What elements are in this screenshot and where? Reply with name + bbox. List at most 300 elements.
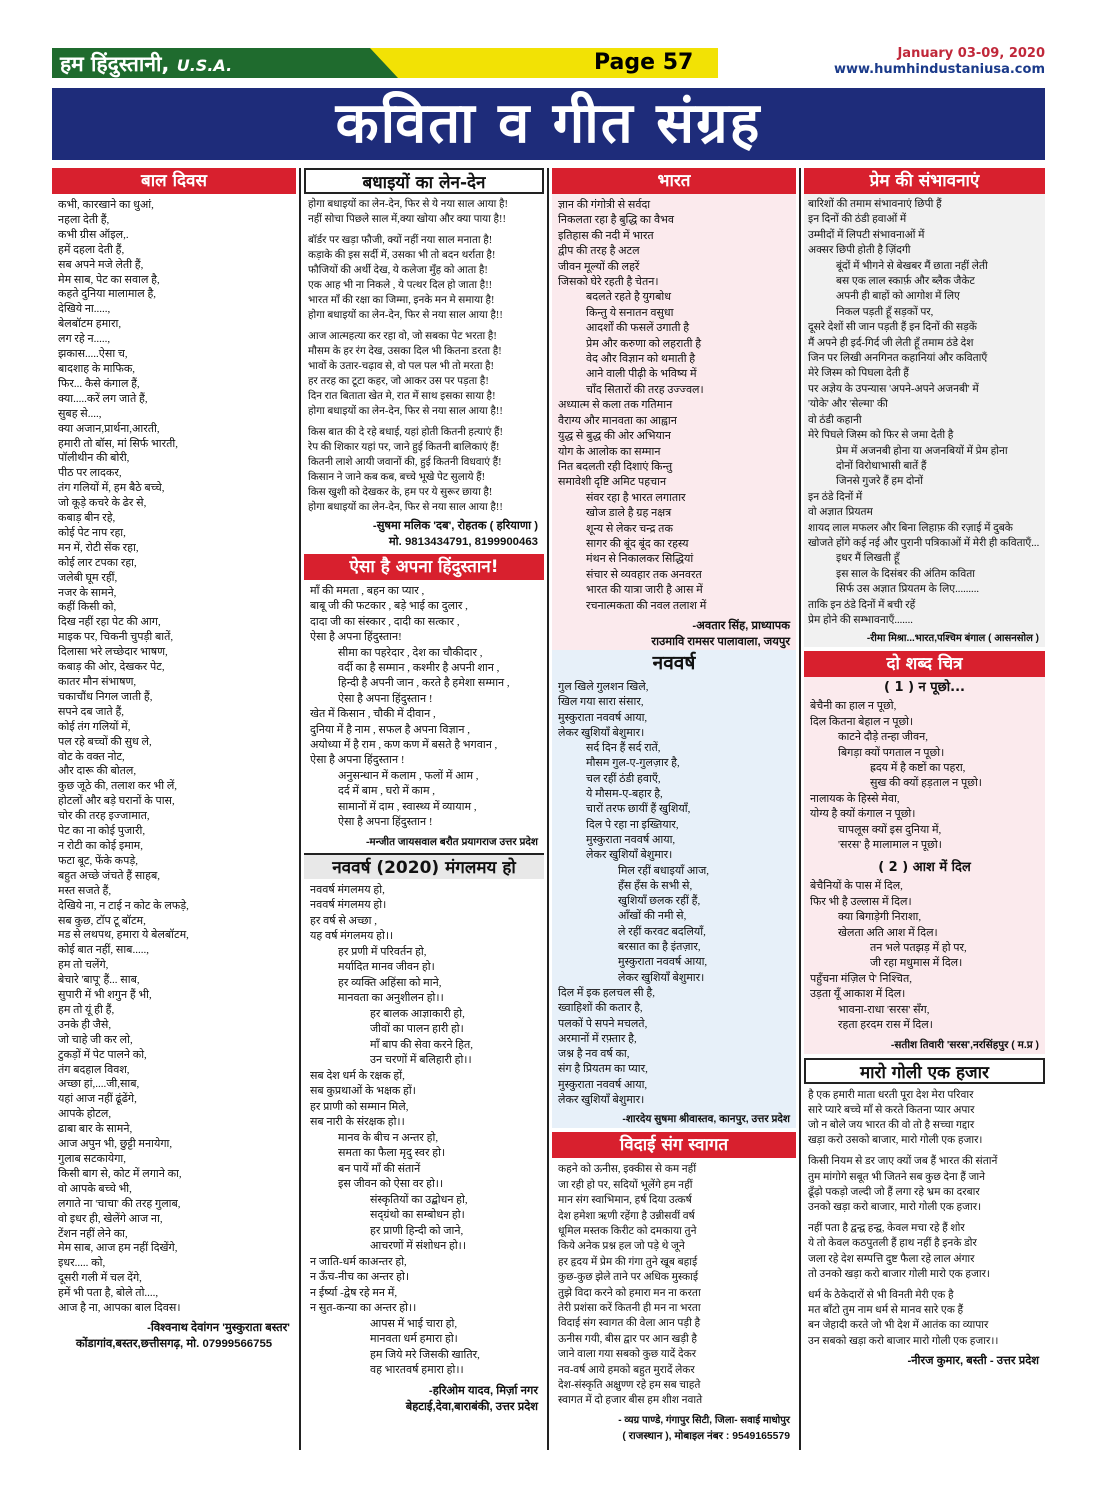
poem-line: मिल रहीं बधाइयाँ आज, bbox=[618, 864, 710, 877]
poem-line: हम तो चलेंगे, bbox=[58, 959, 109, 972]
publication-name bbox=[52, 48, 370, 78]
poem-line: होगा बधाइयों का लेन-देन, फिर से नया साल आया है!! bbox=[308, 502, 503, 513]
poem-line: बन जेहादी करते जो भी देश में आतंक का व्यापार bbox=[808, 1320, 989, 1332]
poem-line: दोनों विरोधाभासी बातें हैं bbox=[836, 460, 927, 472]
poem-block bbox=[804, 194, 1045, 647]
poem-heading: मारो गोली एक हजार bbox=[804, 1058, 1045, 1084]
poem-line: खेत में किसान , चौकी में दीवान , bbox=[310, 708, 436, 721]
poem-line: अयोध्या में है राम , कण कण में बसते है भगवान , bbox=[310, 739, 498, 752]
poem-line: तेरी प्रशंसा करें कितनी ही मन ना भरता bbox=[558, 1302, 701, 1314]
page-tab-slant bbox=[370, 48, 398, 78]
poem-line: इधर मैं लिखती हूँ bbox=[836, 553, 900, 565]
poem-line: इस जीवन को ऐसा वर हो।। bbox=[338, 1178, 444, 1190]
column-rule bbox=[799, 168, 801, 1450]
poem-credit: -अवतार सिंह, प्राध्यापक bbox=[692, 619, 790, 632]
column-rule bbox=[547, 168, 549, 1450]
poem-heading: ऐसा है अपना हिंदुस्तान! bbox=[304, 554, 544, 580]
poem-line: पहुँचना मंज़िल पे' निश्चित, bbox=[810, 972, 913, 985]
poem-line: मंथन से निकालकर सिद्धियां bbox=[586, 553, 694, 566]
poem-line: इन दिनों की ठंडी हवाओं में bbox=[808, 214, 907, 226]
poem-line: मेरे जिस्म को पिघला देती हैं bbox=[808, 368, 909, 380]
poem-line: मड से लथपथ, हमारा ये बेलबॉटम, bbox=[58, 929, 189, 942]
poem-line: आपके होटल, bbox=[58, 1108, 112, 1121]
poem-line: विदाई संग स्वागत की वेला आन पड़ी है bbox=[558, 1318, 701, 1330]
column-rule bbox=[299, 168, 301, 1450]
poem-line: अध्यात्म से कला तक गतिमान bbox=[558, 399, 673, 412]
poem-line: आचरणों में संशोधन हो।। bbox=[370, 1240, 467, 1252]
poem-line: ऐसा है अपना हिंदुस्तान ! bbox=[338, 692, 433, 705]
poem-line: मेम साब, आज हम नहीं दिखेंगे, bbox=[58, 1242, 178, 1255]
poem-line: माइक पर, चिकनी चुपड़ी बातें, bbox=[58, 631, 174, 644]
poem-line: जो न बोले जय भारत की वो तो है सच्चा गद्दार bbox=[808, 1119, 975, 1131]
section-banner bbox=[52, 88, 1045, 160]
poem-line: पीठ पर लादकर, bbox=[58, 467, 122, 480]
poem-line: समावेशी दृष्टि अमिट पहचान bbox=[558, 476, 667, 489]
poem-line: अक्सर छिपी होती है ज़िंदगी bbox=[808, 245, 911, 257]
poem-line: प्रेम और करुणा को लहराती है bbox=[586, 337, 702, 350]
poem-line: वर्दी का है सम्मान , कश्मीर है अपनी शान , bbox=[338, 662, 500, 675]
poem-line: बन पायें माँ की संतानें bbox=[338, 1162, 421, 1175]
poem-line: बाबू जी की फटकार , बड़े भाई का दुलार , bbox=[310, 600, 468, 613]
poem-line: होगा बधाइयों का लेन-देन, फिर से नया साल आया है!! bbox=[308, 406, 503, 417]
poem-line: चापलूस क्यों इस दुनिया में, bbox=[838, 823, 942, 836]
poem-line: बेचारे 'बापू' हैं... साब, bbox=[58, 974, 140, 987]
poem-line: सीमा का पहरेदार , देश का चौकीदार , bbox=[338, 646, 483, 659]
poem-line: दिलासा भरे लच्छेदार भाषण, bbox=[58, 646, 168, 659]
poem-line: कोई तंग गलियों में, bbox=[58, 720, 131, 733]
poem-line: होगा बधाइयों का लेन-देन, फिर से नया साल आया है!! bbox=[308, 310, 503, 321]
poem-line: प्रेम में अजनबी होना या अजनबियों में प्रेम होना bbox=[836, 445, 1008, 457]
poem-line: बिगड़ा क्यों पगताल न पूछो। bbox=[838, 746, 945, 759]
poem-line: तन भले पतझड़ में हो पर, bbox=[870, 942, 967, 955]
poem-line: जाने वाला गया सबको कुछ यादें देकर bbox=[558, 1349, 697, 1361]
poem-line: बूंदों में भीगने से बेखबर मैं छाता नहीं लेती bbox=[836, 260, 988, 272]
poem-line: झकास.....ऐसा च, bbox=[58, 348, 128, 361]
poem-line: योग के आलोक का सम्मान bbox=[558, 445, 661, 458]
poem-line: लगाते ना 'चाचा' की तरह गुलाब, bbox=[58, 1197, 181, 1210]
poem-line: सर्द दिन हैं सर्द रातें, bbox=[586, 742, 661, 755]
poem-line: सुबह से...., bbox=[58, 407, 102, 420]
poem-credit-address: बेहटाई,देवा,बाराबंकी, उत्तर प्रदेश bbox=[405, 1400, 538, 1413]
poem-line: दिल कितना बेहाल न पूछो। bbox=[810, 715, 914, 728]
poem-line: कहने को ऊनीस, इक्कीस से कम नहीं bbox=[558, 1164, 697, 1176]
poem-line: आने वाली पीढ़ी के भविष्य में bbox=[586, 368, 697, 381]
poem-subheading: ( 1 ) न पूछो... bbox=[884, 680, 965, 696]
poem-block bbox=[804, 677, 1045, 1053]
poem-line: जिन पर लिखी अनगिनत कहानियां और कविताएँ bbox=[808, 353, 988, 365]
poem-line: चारों तरफ छायीं हैं खुशियाँ, bbox=[586, 803, 691, 816]
poem-line: आपस में भाई चारा हो, bbox=[370, 1317, 458, 1330]
poem-line: किन्तु ये सनातन वसुधा bbox=[586, 306, 674, 319]
poem-line: संचार से व्यवहार तक अनवरत bbox=[586, 568, 702, 581]
poem-line: मेम साब, पेट का सवाल है, bbox=[58, 273, 160, 286]
poem-body bbox=[552, 194, 796, 618]
poem-line: आँखों की नमी से, bbox=[618, 910, 687, 923]
poem-line: समता का फैला मृदु स्वर हो। bbox=[338, 1147, 446, 1159]
poem-line: है एक हमारी माता धरती पूरा देश मेरा परिवार bbox=[808, 1089, 974, 1101]
website-link[interactable]: www.humhindustaniusa.com bbox=[833, 62, 1045, 77]
poem-line: हम तो यूं ही हैं, bbox=[58, 1003, 115, 1016]
poem-line: 'सरस' है मालामाल न पूछो। bbox=[838, 839, 942, 852]
poem-line: कुछ जूठे की, तलाश कर भी लें, bbox=[58, 780, 178, 793]
poem-line: खोजते होंगे कई नई और पुरानी पत्रिकाओं में मेरी ही कविताएँ... bbox=[808, 537, 1040, 549]
poem-line: ढाबा बार के सामने, bbox=[58, 1123, 133, 1136]
poem-line: ख्वाहिशों की कतार है, bbox=[558, 1002, 643, 1015]
issue-date: January 03-09, 2020 bbox=[897, 46, 1045, 61]
poem-line: उम्मीदों में लिपटी संभावनाओं में bbox=[808, 229, 925, 241]
poem-line: हर वर्ष से अच्छा , bbox=[310, 914, 378, 927]
poem-line: क्या बिगाड़ेगी निराशा, bbox=[838, 911, 922, 924]
poem-line: उनको खड़ा करो बाजार, मारो गोली एक हजार। bbox=[808, 1201, 982, 1213]
poem-line: वो ठंडी कहानी bbox=[808, 414, 862, 426]
poem-line: कहते दुनिया मालामाल है, bbox=[58, 288, 157, 301]
poem-credit: -विश्वनाथ देवांगन 'मुस्कुराता बस्तर' bbox=[147, 1321, 290, 1334]
poem-line: एक आह भी ना निकले , ये पत्थर दिल हो जाता है!! bbox=[308, 280, 493, 291]
poem-line: दादा जी का संस्कार , दादी का सत्कार , bbox=[310, 615, 460, 628]
poem-line: दिल पे रहा ना इख्तियार, bbox=[586, 818, 679, 831]
poem-line: भारत की यात्रा जारी है आस में bbox=[586, 584, 703, 597]
poem-line: पर अज्ञेय के उपन्यास 'अपने-अपने अजनबी' में bbox=[808, 383, 979, 395]
poem-line: ऐसा है अपना हिंदुस्तान! bbox=[310, 631, 402, 644]
poem-line: बारिशों की तमाम संभावनाएं छिपी हैं bbox=[808, 199, 942, 210]
poem-line: फिर... कैसे कंगाल हैं, bbox=[58, 377, 140, 390]
poem-line: लेकर खुशियाँ बेशुमार। bbox=[586, 849, 673, 862]
poem-line: चल रहीं ठंडी हवाएँ, bbox=[586, 772, 661, 785]
poem-line: देखिये ना....., bbox=[58, 303, 111, 316]
poem-line: वह भारतवर्ष हमारा हो।। bbox=[370, 1364, 464, 1376]
poem-line: सागर की बूंद बूंद का रहस्य bbox=[586, 537, 689, 550]
poem-line: जिसको घेरे रहती है चेतन। bbox=[558, 276, 659, 289]
poem-body bbox=[804, 699, 1045, 857]
poem-line: क्या अजान,प्रार्थना,आरती, bbox=[58, 422, 160, 435]
poem-block bbox=[552, 650, 796, 1128]
poem-line: संग है प्रियतम का प्यार, bbox=[558, 1063, 648, 1076]
poem-heading: नववर्ष bbox=[652, 651, 696, 674]
poem-line: सपने दब जाते हैं, bbox=[58, 705, 125, 718]
poem-line: सब नारी के संरक्षक हो।। bbox=[310, 1116, 405, 1128]
poem-credit-contact: ( राजस्थान ), मोबाइल नंबर : 9549165579 bbox=[622, 1430, 790, 1442]
poem-line: वैराग्य और मानवता का आह्वान bbox=[558, 414, 677, 427]
poem-line: खुशियाँ छलक रहीं हैं, bbox=[618, 895, 701, 908]
issue-info bbox=[834, 46, 1045, 78]
poem-line: अरमानों में रफ़्तार है, bbox=[558, 1032, 637, 1045]
poem-body bbox=[804, 1084, 1045, 1353]
poem-line: मानवता का अनुशीलन हो।। bbox=[338, 992, 444, 1004]
poem-line: कभी, कारखाने का धुआं, bbox=[58, 199, 154, 211]
poem-line: दिख नहीं रहा पेट की आग, bbox=[58, 616, 161, 629]
poem-line: कातर मौन संभाषण, bbox=[58, 676, 137, 688]
poem-line: मैं अपने ही इर्द-गिर्द जी लेती हूँ तमाम ठंडे देश bbox=[808, 337, 974, 349]
poem-line: फटा बूट, फेंके कपड़े, bbox=[58, 854, 138, 867]
poem-line: कोई बात नहीं, साब....., bbox=[58, 944, 149, 957]
poem-credit: -हरिओम यादव, मिर्ज़ा नगर bbox=[428, 1384, 538, 1397]
poem-line: धर्म के ठेकेदारों से भी विनती मेरी एक है bbox=[808, 1289, 954, 1301]
poem-line: दूसरी गली में चल देंगे, bbox=[58, 1272, 142, 1285]
poem-line: किसान ने जाने कब कब, बच्चे भूखे पेट सुलाये हैं! bbox=[308, 472, 486, 483]
poem-line: मानवता धर्म हमारा हो। bbox=[370, 1333, 458, 1345]
poem-line: इधर..... को, bbox=[58, 1257, 106, 1270]
poem-line: नववर्ष मंगलमय हो। bbox=[310, 899, 387, 911]
poem-body bbox=[552, 676, 796, 1112]
poem-line: कबाड़ बीन रहे, bbox=[58, 512, 116, 525]
poem-line: तो उनको खड़ा करो बाजार गोली मारो एक हजार। bbox=[808, 1268, 990, 1280]
poem-line: निकल पड़ती हूँ सड़कों पर, bbox=[836, 306, 934, 318]
poem-line: जीवों का पालन हारी हो। bbox=[370, 1023, 464, 1035]
poem-line: किसी नियम से डर जाए क्यों जब हैं भारत की संतानें bbox=[808, 1156, 998, 1168]
poem-heading: प्रेम की संभावनाएं bbox=[804, 168, 1045, 194]
section-title: कविता व गीत संग्रह bbox=[335, 91, 762, 156]
poem-line: चकाचौंध निगल जाती हैं, bbox=[58, 690, 153, 703]
poem-body bbox=[552, 1158, 796, 1413]
poem-line: पल रहे बच्चों की सुध ले, bbox=[58, 735, 152, 748]
poem-line: जिनसे गुजरे हैं हम दोनों bbox=[836, 476, 923, 488]
poem-line: तुम मांगोगे सबूत भी जितने सब कुछ देना हैं जाने bbox=[808, 1171, 986, 1183]
poem-line: लेकर खुशियाँ बेशुमार। bbox=[618, 971, 705, 984]
poem-line: कोई पेट नाप रहा, bbox=[58, 526, 126, 539]
poem-line: ऐसा है अपना हिंदुस्तान ! bbox=[310, 754, 405, 767]
poem-line: यहां आज नहीं ढूंढेंगे, bbox=[58, 1093, 137, 1106]
poem-line: द्वीप की तरह है अटल bbox=[558, 245, 640, 258]
poem-line: न सुत-कन्या का अन्तर हो।। bbox=[310, 1302, 417, 1314]
poem-line: हर तरह का टूटा कहर, जो आकर उस पर पड़ता है! bbox=[308, 376, 489, 387]
poem-line: हँस हँस के सभी से, bbox=[618, 879, 693, 892]
poem-line: बेचैनियों के पास में दिल, bbox=[810, 880, 903, 893]
poem-line: तंग बदहाल विवश, bbox=[58, 1063, 130, 1076]
poem-line: मत बाँटो तुम नाम धर्म से मानव सारे एक हैं bbox=[808, 1305, 964, 1317]
poem-line: हम जिये मरे जिसकी खातिर, bbox=[370, 1348, 480, 1361]
poem-line: कोई लार टपका रहा, bbox=[58, 556, 137, 569]
poem-line: आज है ना, आपका बाल दिवस। bbox=[58, 1302, 181, 1315]
poem-heading: बधाइयों का लेन-देन bbox=[304, 168, 544, 194]
poem-line: इस साल के दिसंबर की अंतिम कविता bbox=[836, 568, 976, 580]
poem-line: प्रेम होने की सम्भावनाएँ....... bbox=[808, 614, 913, 626]
poem-line: होटलों और बड़े घरानों के पास, bbox=[58, 795, 175, 808]
poem-line: उन सबको खड़ा करो बाजार मारो गोली एक हजार।। bbox=[808, 1335, 999, 1347]
poem-line: ये तो केवल कठपुतली हैं हाथ नहीं है इनके डोर bbox=[808, 1238, 977, 1250]
poem-line: हर व्यक्ति अहिंसा को माने, bbox=[338, 976, 442, 989]
poem-credit: -सतीश तिवारी 'सरस',नरसिंहपुर ( म.प्र ) bbox=[890, 1039, 1039, 1051]
poem-line: गुलाब सटकायेगा, bbox=[58, 1153, 126, 1165]
poem-line: निकलता रहा है बुद्धि का वैभव bbox=[558, 214, 674, 227]
poem-line: कभी ग्रीस ऑइल,. bbox=[58, 228, 129, 241]
poem-line: उनके ही जैसे, bbox=[58, 1018, 112, 1031]
poem-line: ढूँढ़ो पकड़ो जल्दी जो हैं लगा रहे भ्रम का दरबार bbox=[808, 1186, 980, 1198]
poem-body bbox=[304, 194, 544, 518]
poem-line: बदलते रहते है युगबोध bbox=[586, 291, 672, 304]
poem-line: वो अज्ञात प्रियतम bbox=[808, 507, 873, 519]
poem-line: 'योके' और 'सेल्मा' की bbox=[808, 399, 888, 411]
poem-line: मुस्कुराता नववर्ष आया, bbox=[618, 956, 708, 969]
column-2 bbox=[304, 168, 544, 1450]
poem-line: टेंशन नहीं लेने का, bbox=[58, 1227, 128, 1240]
poem-line: कुछ-कुछ झेले ताने पर अधिक मुस्काई bbox=[558, 1272, 699, 1284]
poem-line: संस्कृतियों का उद्बोधन हो, bbox=[370, 1193, 468, 1206]
poem-line: मर्यादित मानव जीवन हो। bbox=[338, 961, 435, 973]
poem-line: किस खुशी को देखकर के, हम पर ये सुरूर छाया है! bbox=[308, 487, 493, 498]
poem-line: हर प्राणी हिन्दी को जाने, bbox=[370, 1224, 464, 1237]
poem-line: किसी बाग से, कोट में लगाने का, bbox=[58, 1167, 182, 1180]
poem-line: योग्य है क्यों कंगाल न पूछो। bbox=[810, 808, 916, 821]
poem-line: किस बात की दे रहे बधाई, यहां होती कितनी हत्याएं हैं! bbox=[308, 427, 503, 438]
poem-line: इन ठंडे दिनों में bbox=[808, 491, 863, 503]
poem-line: दुनिया में है नाम , सफल है अपना विज्ञान , bbox=[310, 723, 471, 736]
poem-line: हर प्रणी में परिवर्तन हो, bbox=[338, 945, 427, 958]
poem-line: सिर्फ उस अज्ञात प्रियतम के लिए......... bbox=[836, 584, 979, 596]
poem-line: बादशाह के माफिक, bbox=[58, 362, 136, 375]
poem-line: जश्न है नव वर्ष का, bbox=[558, 1048, 630, 1061]
poem-line: भारत माँ की रक्षा का जिम्मा, इनके मन मे समाया है! bbox=[308, 295, 495, 306]
poem-line: दर्द में बाम , घरो में काम , bbox=[338, 785, 436, 798]
poem-line: युद्ध से बुद्ध की ओर अभियान bbox=[558, 430, 671, 443]
poem-line: मुस्कुराता नववर्ष आया, bbox=[586, 833, 676, 846]
poem-line: इतिहास की नदी में भारत bbox=[558, 229, 654, 242]
poem-line: देश हमेशा ऋणी रहेंगा है उन्नीसवीं वर्ष bbox=[558, 1210, 695, 1222]
poem-credit: - व्यग्र पाण्डे, गंगापुर सिटी, जिला- सवाई माधोपुर bbox=[618, 1414, 790, 1426]
poem-line: वो इधर ही, खेलेंगे आज ना, bbox=[58, 1212, 163, 1225]
poem-line: देश-संस्कृति अक्षुण्ण रहे हम सब चाहते bbox=[558, 1379, 701, 1391]
poem-line: देखिये ना, न टाई न कोट के लफड़े, bbox=[58, 899, 189, 912]
poem-line: हमें भी पता है, बोले तो...., bbox=[58, 1287, 159, 1300]
poem-line: कितनी लाशे आयी जवानों की, हुई कितनी विधवाएं हैं! bbox=[308, 457, 502, 468]
poem-line: नहीं पता है द्वन्द्व हन्द्व, केवल मचा रहे हैं शोर bbox=[808, 1223, 965, 1235]
poem-line: ह्रदय में है कष्टों का पहरा, bbox=[870, 762, 966, 774]
page-number: Page 57 bbox=[398, 48, 718, 78]
poem-line: हर हृदय में प्रेम की गंगा तुने खूब बहाई bbox=[558, 1256, 698, 1268]
poem-line: बेलबॉटम हमारा, bbox=[58, 318, 122, 331]
poem-line: माँ की ममता , बहन का प्यार , bbox=[310, 585, 425, 597]
poem-credit: -रीमा मिश्रा...भारत,पश्चिम बंगाल ( आसनसोल ) bbox=[866, 633, 1039, 645]
poem-line: लग रहे न....., bbox=[58, 333, 111, 346]
poem-heading: दो शब्द चित्र bbox=[804, 651, 1045, 677]
poem-line: मौसम गुल-ए-गुलज़ार है, bbox=[586, 757, 680, 770]
poem-line: तंग गलियों में, हम बैठे बच्चे, bbox=[58, 482, 165, 495]
poem-line: वोट के वक्त नोट, bbox=[58, 750, 125, 763]
poem-credit-address: कोंडागांव,बस्तर,छत्तीसगढ़, मो. 07999566755 bbox=[75, 1337, 273, 1350]
poem-line: हर बालक आज्ञाकारी हो, bbox=[370, 1007, 465, 1020]
poem-line: गुल खिले गुलशन खिले, bbox=[558, 680, 649, 693]
poem-line: मस्त सजते हैं, bbox=[58, 884, 112, 897]
poem-line: अनुसन्धान में कलाम , फलों में आम , bbox=[338, 769, 479, 782]
poem-line: हिन्दी है अपनी जान , करते है हमेशा सम्मान , bbox=[338, 677, 510, 690]
poem-line: खोज डाले है ग्रह नक्षत्र bbox=[586, 507, 672, 520]
poem-subheading: ( 2 ) आश में दिल bbox=[878, 860, 971, 876]
poem-credit: -शारदेय सुषमा श्रीवास्तव, कानपुर, उत्तर प्रदेश bbox=[622, 1114, 790, 1126]
poem-line: खेलता अति आश में दिल। bbox=[838, 926, 938, 939]
poem-line: सब अपने मजे लेती हैं, bbox=[58, 258, 144, 271]
poem-line: ये मौसम-ए-बहार है, bbox=[586, 788, 663, 801]
poem-line: बस एक लाल स्कार्फ़ और ब्लैक जैकेट bbox=[836, 276, 975, 288]
poem-line: जीवन मूल्यों की लहरें bbox=[558, 260, 640, 273]
poem-line: जी रहा मधुमास में दिल। bbox=[870, 957, 963, 970]
poem-line: पेट का ना कोई पुजारी, bbox=[58, 825, 146, 838]
poem-line: जो चाहे जी कर लो, bbox=[58, 1033, 133, 1046]
poem-heading: नववर्ष (2020) मंगलमय हो bbox=[304, 853, 544, 879]
poem-line: ज्ञान की गंगोत्री से सर्वदा bbox=[558, 199, 651, 211]
column-bal-diwas bbox=[52, 168, 296, 1450]
poem-line: लेकर खुशियाँ बेशुमार। bbox=[558, 1093, 645, 1106]
poem-line: बेचैनी का हाल न पूछो, bbox=[810, 700, 897, 713]
poem-block bbox=[552, 194, 796, 650]
poem-line: ऊनीस गयी, बीस द्वार पर आन खड़ी है bbox=[558, 1333, 698, 1345]
poem-line: बरसात का है इंतज़ार, bbox=[618, 941, 701, 954]
poem-line: बहुत अच्छे जंचते हैं साहब, bbox=[58, 869, 160, 882]
poem-line: टुकड़ों में पेट पालने को, bbox=[58, 1048, 147, 1061]
poem-line: रेप की शिकार यहां पर, जाने हुई कितनी बालिकाएं हैं! bbox=[308, 442, 500, 453]
poem-line: नववर्ष मंगलमय हो, bbox=[310, 883, 385, 896]
poem-line: नहला देती हैं, bbox=[58, 213, 110, 226]
poem-line: अपनी ही बाहों को आगोश में लिए bbox=[836, 291, 960, 303]
poem-credit: -सुषमा मलिक 'दब', रोहतक ( हरियाणा ) bbox=[372, 520, 538, 532]
poem-line: सब कुप्रथाओं के भक्षक हों। bbox=[310, 1085, 416, 1097]
poem-line: सामानों में दाम , स्वास्थ्य में व्यायाम , bbox=[338, 800, 477, 813]
poem-line: मुस्कुराता नववर्ष आया, bbox=[558, 1078, 648, 1091]
masthead bbox=[52, 48, 1045, 84]
poem-credit: -मन्जीत जायसवाल बरौत प्रयागराज उत्तर प्रदेश bbox=[365, 836, 538, 848]
poem-body bbox=[52, 194, 296, 1320]
poem-line: खिल गया सारा संसार, bbox=[558, 696, 644, 709]
poem-line: तुझे विदा करने को हमारा मन ना करता bbox=[558, 1287, 701, 1299]
poem-line: खड़ा करो उसको बाजार, मारो गोली एक हजार। bbox=[808, 1135, 983, 1147]
poem-line: दिल में इक हलचल सी है, bbox=[558, 986, 655, 999]
poem-line: जला रहे देश सम्पत्ति दुष्ट फैला रहे लाल अंगार bbox=[808, 1253, 975, 1265]
poem-line: हर प्राणी को सम्मान मिले, bbox=[310, 1100, 409, 1113]
poem-line: रचनात्मकता की नवल तलाश में bbox=[586, 599, 707, 612]
poem-line: स्वागत में दो हजार बीस हम शीश नवाते bbox=[558, 1395, 703, 1407]
poem-body bbox=[304, 580, 544, 835]
poem-line: फौजियों की अर्थी देख, ये कलेजा मुँह को आता है! bbox=[308, 265, 488, 276]
poem-line: सुपारी में भी शगुन हैं भी, bbox=[58, 989, 152, 1002]
poem-line: सारे प्यारे बच्चे माँ से करते कितना प्यार अपार bbox=[808, 1104, 975, 1116]
poem-line: उड़ता यूँ आकाश में दिल। bbox=[810, 988, 906, 1001]
poem-line: उन चरणों में बलिहारी हो।। bbox=[370, 1054, 472, 1066]
poem-line: सब देश धर्म के रक्षक हों, bbox=[310, 1069, 405, 1082]
column-3 bbox=[552, 168, 796, 1450]
poem-line: आज आत्महत्या कर रहा वो, जो सबका पेट भरता है! bbox=[308, 331, 497, 342]
poem-line: होगा बधाइयों का लेन-देन, फिर से ये नया साल आया है! bbox=[308, 199, 508, 210]
poem-line: जो कूड़े कचरे के ढेर से, bbox=[58, 497, 147, 510]
poem-line: ऐसा है अपना हिंदुस्तान ! bbox=[338, 816, 433, 829]
poem-line: कबाड़ की ओर, देखकर पेट, bbox=[58, 661, 165, 674]
poem-line: कड़ाके की इस सर्दी में, उसका भी तो बदन थर्राता है! bbox=[308, 250, 496, 261]
poem-line: मान संग स्वाभिमान, हर्ष दिया उत्कर्ष bbox=[558, 1195, 692, 1207]
poem-line: आदर्शों की फसलें उगाती है bbox=[586, 322, 690, 335]
poem-line: हमें दहला देती हैं, bbox=[58, 243, 125, 256]
poem-line: जा रही हो पर, सदियों भूलेंगे हम नहीं bbox=[558, 1179, 693, 1191]
poem-line: ताकि इन ठंडे दिनों में बची रहें bbox=[808, 599, 916, 611]
poem-line: हमारी तो बॉस, मां सिर्फ भारती, bbox=[58, 437, 178, 450]
poem-line: शायद लाल मफलर और बिना लिहाफ़ की रज़ाई में दुबके bbox=[808, 522, 1013, 534]
poem-line: ले रहीं करवट बदलियाँ, bbox=[618, 925, 706, 938]
poem-line: क्या.....करें लग जाते हैं, bbox=[58, 392, 148, 405]
poem-credit-address: राउमावि रामसर पालावाला, जयपुर bbox=[651, 635, 790, 648]
poem-line: अच्छा हां,....जी,साब, bbox=[58, 1078, 140, 1091]
poem-heading: भारत bbox=[552, 168, 796, 194]
poem-line: मानव के बीच न अन्तर हो, bbox=[338, 1131, 439, 1144]
poem-line: जलेबी घूम रहीं, bbox=[58, 571, 118, 584]
poem-line: मेरे पिघले जिस्म को फिर से जमा देती है bbox=[808, 430, 954, 442]
poem-line: नजर के सामने, bbox=[58, 586, 117, 599]
poem-line: न ऊँच-नीच का अन्तर हो। bbox=[310, 1271, 410, 1283]
poem-line: यह वर्ष मंगलमय हो।। bbox=[310, 930, 394, 942]
poem-line: वो आपके बच्चे भी, bbox=[58, 1182, 132, 1195]
poem-credit: -नीरज कुमार, बस्ती - उत्तर प्रदेश bbox=[907, 1354, 1039, 1367]
poem-line: लेकर खुशियाँ बेशुमार। bbox=[558, 726, 645, 739]
poem-line: भावना-राधा 'सरस' सँग, bbox=[838, 1003, 930, 1016]
poem-line: संवर रहा है भारत लगातार bbox=[586, 491, 686, 504]
poem-line: और दारू की बोतल, bbox=[58, 765, 137, 778]
poem-line: नहीं सोचा पिछले साल में,क्या खोया और क्या पाया है!! bbox=[308, 214, 506, 225]
poem-body bbox=[304, 879, 544, 1383]
